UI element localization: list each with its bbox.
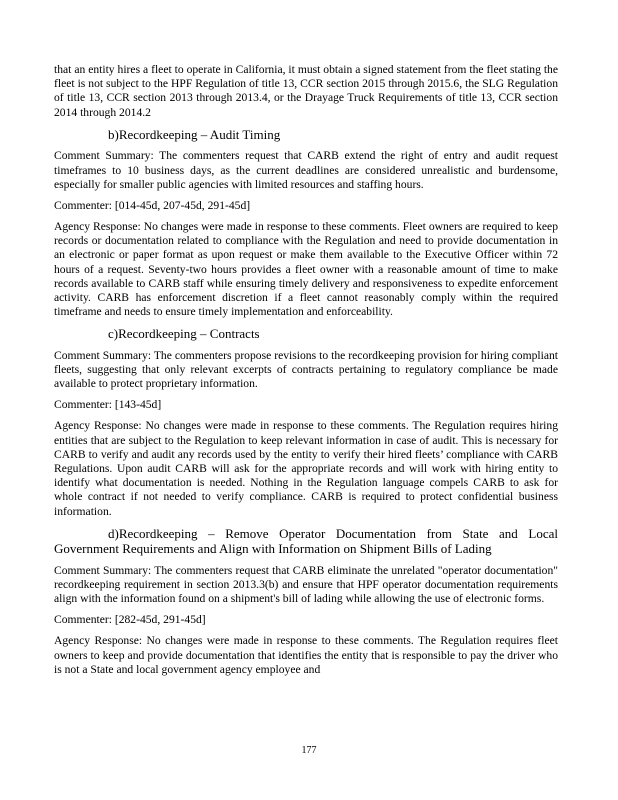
section-c-commenter: Commenter: [143-45d] <box>54 398 162 412</box>
page-content <box>54 63 558 677</box>
intro-paragraph: that an entity hires a fleet to operate in California, it must obtain a signed statement from the fleet stating the fleet is not subject to the HPF Regulation of title 13, CCR section 2015 through 2015.6, the SLG Regulation of title 13, CCR section 2013 through 2013.4, or the Drayage Truck Requirements of title 13, CCR section 2014 through 2014.2 <box>54 63 558 119</box>
section-c-agency-response: Agency Response: No changes were made in response to these comments. The Regulation requires hiring entities that are subject to the Regulation to keep relevant information in case of audit. This is necessary for CARB to verify and audit any records used by the entity to verify their hired fleets’ compliance with CARB Regulations. Upon audit CARB will ask for the appropriate records and will work with hiring entity to identify what documentation is needed. Nothing in the Regulation language compels CARB to ask for whole contract if not needed to verify compliance. CARB is required to protect confidential business information. <box>54 419 558 518</box>
section-d-agency-response: Agency Response: No changes were made in response to these comments. The Regulation requires fleet owners to keep and provide documentation that identifies the entity that is responsible to pay the driver who is not a State and local government agency employee and <box>54 634 558 676</box>
section-d-comment-summary: Comment Summary: The commenters request that CARB eliminate the unrelated "operator documentation" recordkeeping requirement in section 2013.3(b) and ensure that HPF operator documentation requirements align with the information found on a shipment's bill of lading while allowing the use of electronic forms. <box>54 563 558 606</box>
page-number: 177 <box>301 745 317 756</box>
section-b-agency-response: Agency Response: No changes were made in response to these comments. Fleet owners are required to keep records or documentation related to compliance with the Regulation and need to provide documentation in an electronic or paper format as upon request or make them available to the Executive Officer within 72 hours of a request. Seventy-two hours provides a fleet owner with a reasonable amount of time to make records available to CARB staff while ensuring timely delivery and responsiveness to expedite enforcement activity. CARB has enforcement discretion if a fleet cannot reasonably comply within the required timeframe and needs to ensure timely implementation and enforceability. <box>54 219 558 319</box>
section-b-commenter: Commenter: [014-45d, 207-45d, 291-45d] <box>54 198 251 212</box>
section-d-commenter: Commenter: [282-45d, 291-45d] <box>54 613 206 627</box>
section-d-heading: d)Recordkeeping – Remove Operator Documentation from State and Local Government Requirements and Align with Information on Shipment Bills of Lading <box>54 525 558 557</box>
section-b-heading: b)Recordkeeping – Audit Timing <box>108 126 281 142</box>
section-c-comment-summary: Comment Summary: The commenters propose revisions to the recordkeeping provision for hiring compliant fleets, suggesting that only relevant excerpts of contracts pertaining to regulatory compliance be made available to protect proprietary information. <box>54 348 558 391</box>
section-b-comment-summary: Comment Summary: The commenters request that CARB extend the right of entry and audit request timeframes to 10 business days, as the current deadlines are considered unrealistic and burdensome, especially for smaller public agencies with limited resources and staffing hours. <box>54 149 558 191</box>
section-c-heading: c)Recordkeeping – Contracts <box>108 326 260 342</box>
